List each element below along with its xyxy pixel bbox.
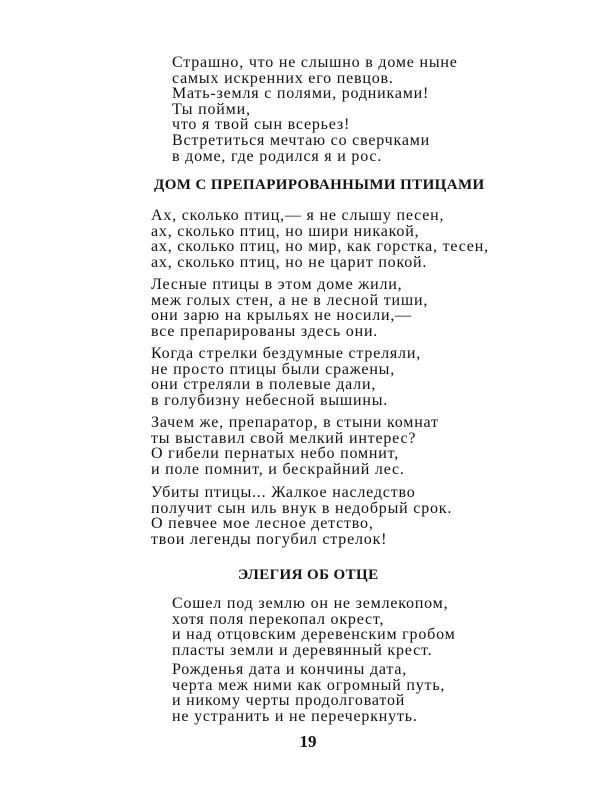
verse-line: меж голых стен, а не в лесной тиши,	[151, 291, 429, 309]
poem1-stanza-5	[151, 485, 452, 547]
verse-line: и никому черты продолговатой	[172, 692, 406, 710]
verse-line: Зачем же, препаратор, в стыни комнат	[151, 414, 439, 431]
poem2-stanza-2	[172, 662, 445, 724]
verse-line: хотя поля перекопал окрест,	[172, 610, 385, 628]
verse-line: не просто птицы были сражены,	[151, 360, 396, 378]
verse-line: получит сын иль внук в недобрый срок.	[151, 499, 453, 517]
verse-line: черта меж ними как огромный путь,	[172, 676, 446, 694]
top-stanza	[172, 55, 458, 164]
verse-line: в доме, где родился я и рос.	[172, 147, 383, 165]
verse-line: что я твой сын всерьез!	[172, 116, 351, 134]
poem-title: ДОМ С ПРЕПАРИРОВАННЫМИ ПТИЦАМИ	[154, 177, 485, 193]
verse-line: Рожденья дата и кончины дата,	[172, 661, 408, 678]
verse-line: Мать-земля с полями, родниками!	[172, 85, 430, 103]
poem2-stanza-1	[172, 596, 456, 658]
verse-line: Сошел под землю он не землекопом,	[172, 595, 449, 612]
page-number: 19	[299, 732, 317, 751]
verse-line: Лесные птицы в этом доме жили,	[151, 276, 403, 293]
verse-line: твои легенды погубил стрелок!	[151, 530, 388, 548]
verse-line: самых искренних его певцов.	[172, 69, 394, 87]
verse-line: они стреляли в полевые дали,	[151, 376, 377, 394]
poem1-stanza-1	[151, 208, 489, 270]
verse-line: в голубизну небесной вышины.	[151, 391, 389, 409]
verse-line: Ты пойми,	[172, 100, 251, 118]
verse-line: Страшно, что не слышно в доме ныне	[172, 54, 458, 71]
poem-title: ЭЛЕГИЯ ОБ ОТЦЕ	[238, 567, 379, 583]
verse-line: они зарю на крыльях не носили,—	[151, 307, 412, 325]
verse-line: Ах, сколько птиц,— я не слышу песен,	[151, 207, 445, 224]
verse-line: Когда стрелки бездумные стреляли,	[151, 345, 422, 362]
poem1-stanza-3	[151, 346, 421, 408]
verse-line: О гибели пернатых небо помнит,	[151, 445, 400, 463]
verse-line: не устранить и не перечеркнуть.	[172, 707, 418, 725]
verse-line: пласты земли и деревянный крест.	[172, 641, 433, 659]
verse-line: и поле помнит, и бескрайний лес.	[151, 460, 405, 478]
verse-line: Встретиться мечтаю со сверчками	[172, 131, 431, 149]
verse-line: и над отцовским деревенским гробом	[172, 626, 456, 644]
verse-line: все препарированы здесь они.	[151, 322, 379, 340]
poem1-stanza-4	[151, 415, 439, 477]
verse-line: ты выставил свой мелкий интерес?	[151, 429, 417, 447]
verse-line: ах, сколько птиц, но мир, как горстка, тесен,	[151, 238, 489, 256]
verse-line: ах, сколько птиц, но не царит покой.	[151, 253, 428, 271]
verse-line: Убиты птицы... Жалкое наследство	[151, 484, 416, 501]
verse-line: ах, сколько птиц, но шири никакой,	[151, 222, 420, 240]
poem1-stanza-2	[151, 277, 428, 339]
verse-line: О певчее мое лесное детство,	[151, 515, 374, 533]
